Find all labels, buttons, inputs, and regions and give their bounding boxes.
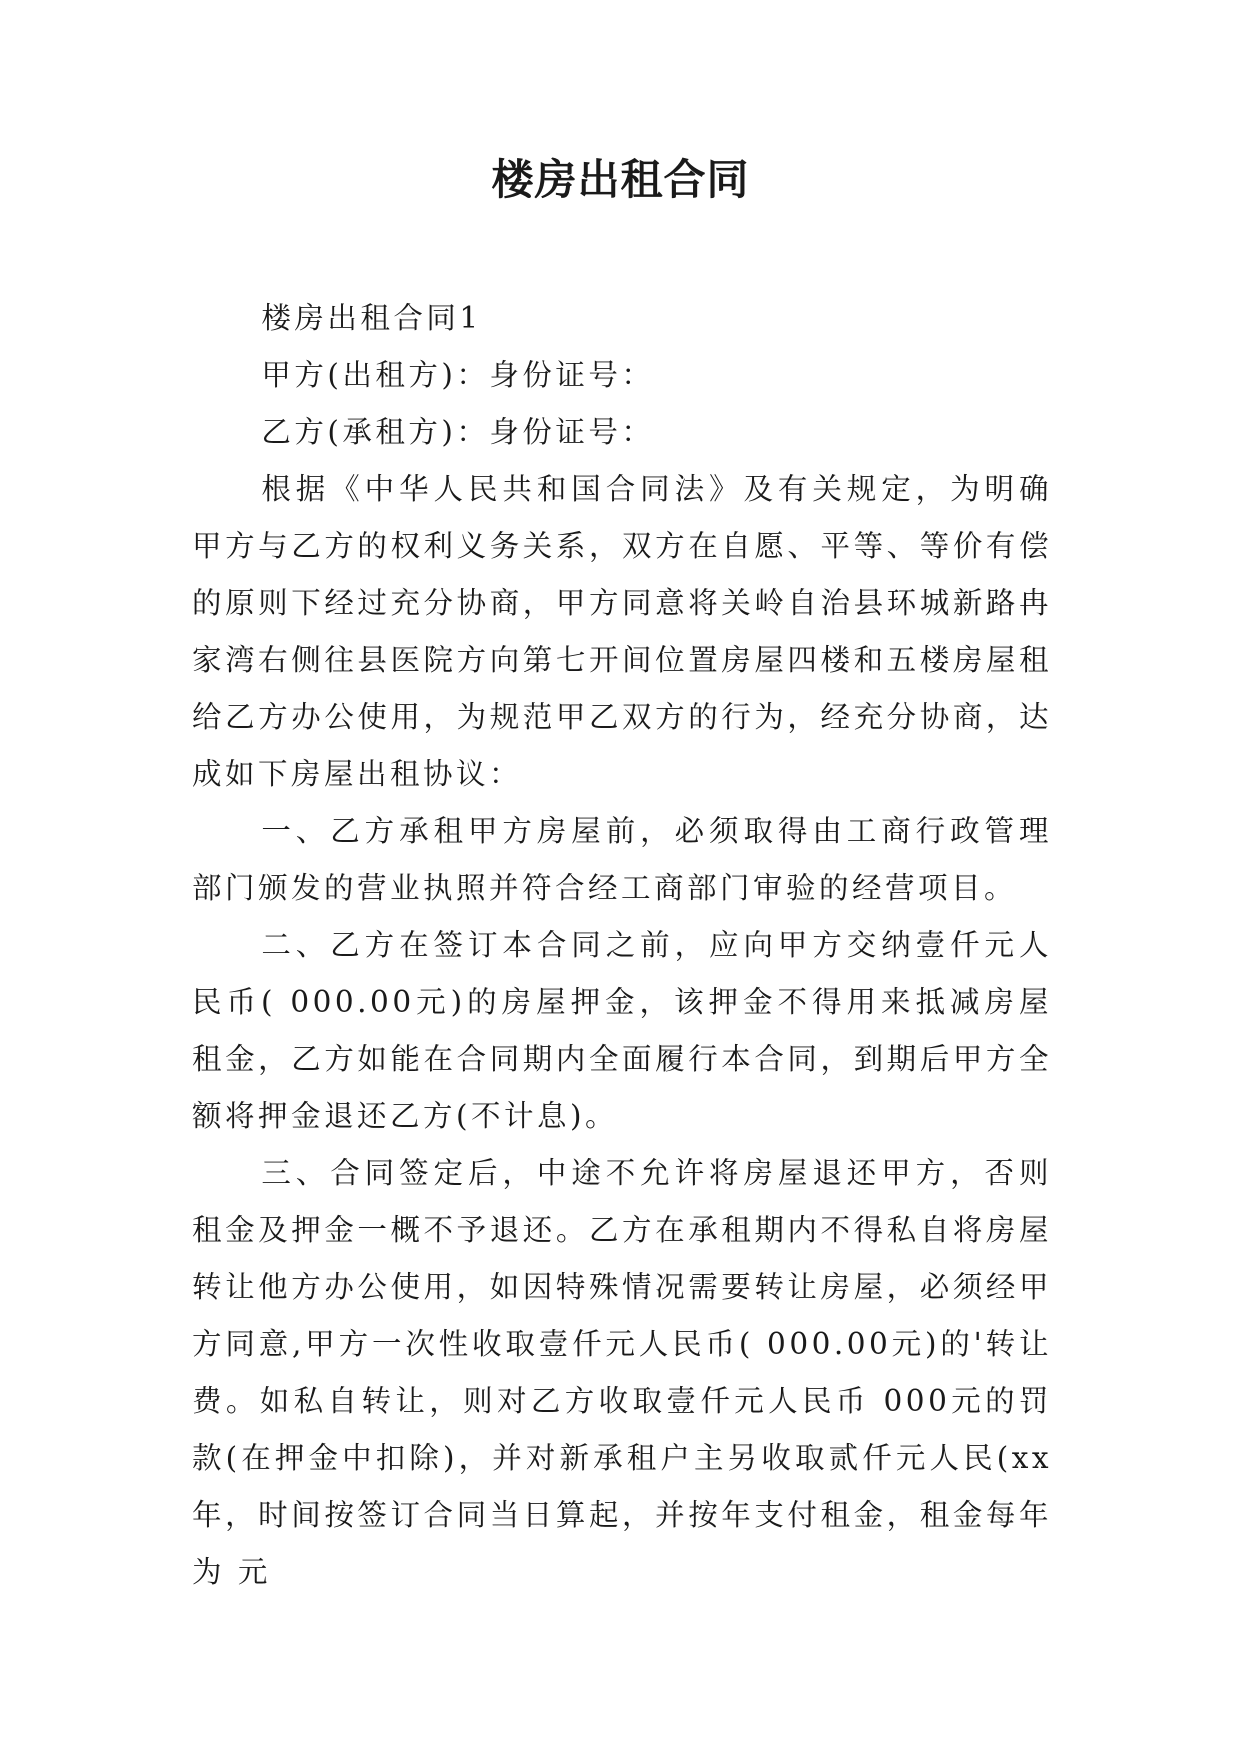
- document-body: [192, 290, 1052, 1601]
- party-a-line: 甲方(出租方)：身份证号：: [261, 358, 655, 392]
- party-b-line: 乙方(承租方)：身份证号：: [261, 415, 655, 449]
- preamble-paragraph: 根据《中华人民共和国合同法》及有关规定，为明确甲方与乙方的权利义务关系，双方在自愿、平等、等价有偿的原则下经过充分协商，甲方同意将关岭自治县环城新路冉家湾右侧往县医院方向第七开间位置房屋四楼和五楼房屋租给乙方办公使用，为规范甲乙双方的行为，经充分协商，达成如下房屋出租协议：: [192, 472, 1052, 791]
- clause-2: 二、乙方在签订本合同之前，应向甲方交纳壹仟元人民币( 000.00元)的房屋押金，该押金不得用来抵减房屋租金，乙方如能在合同期内全面履行本合同，到期后甲方全额将押金退还乙方(不计息)。: [192, 928, 1052, 1133]
- contract-subtitle: 楼房出租合同1: [261, 301, 482, 335]
- document-title: 楼房出租合同: [491, 155, 750, 204]
- clause-3: 三、合同签定后，中途不允许将房屋退还甲方，否则租金及押金一概不予退还。乙方在承租期内不得私自将房屋转让他方办公使用，如因特殊情况需要转让房屋，必须经甲方同意,甲方一次性收取壹仟元人民币( 000.00元)的'转让费。如私自转让，则对乙方收取壹仟元人民币 000元的罚款(在押金中扣除)，并对新承租户主另收取贰仟元人民(xx年，时间按签订合同当日算起，并按年支付租金，租金每年为 元: [192, 1156, 1052, 1589]
- clause-1: 一、乙方承租甲方房屋前，必须取得由工商行政管理部门颁发的营业执照并符合经工商部门审验的经营项目。: [192, 814, 1052, 905]
